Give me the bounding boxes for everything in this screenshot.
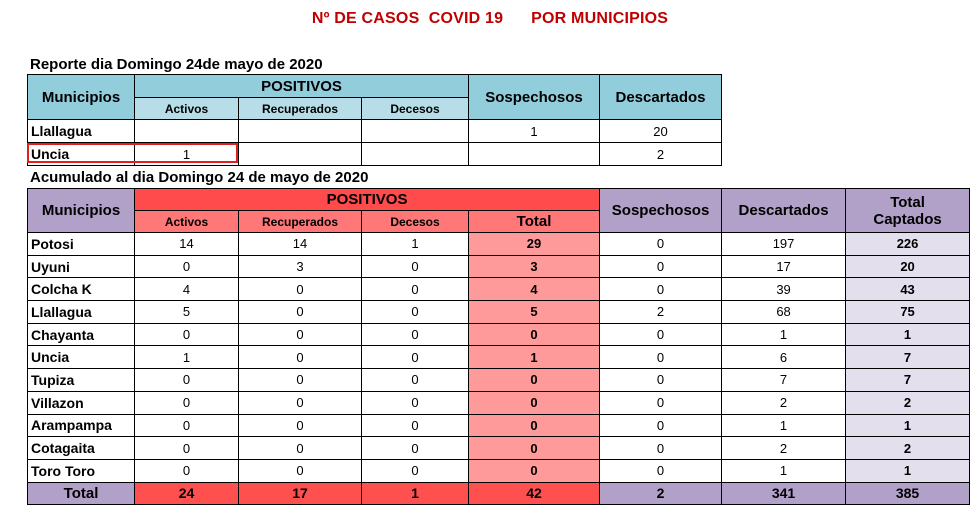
municipio-name: Potosi [28,233,135,256]
table-row [28,346,970,369]
descartados-cell: 68 [722,301,846,324]
header-descartados: Descartados [722,189,846,233]
report-title: Reporte dia Domingo 24de mayo de 2020 [30,56,323,73]
totals-descartados: 341 [722,482,846,504]
decesos-cell: 0 [362,323,469,346]
total-cell: 1 [469,346,600,369]
total-cell: 0 [469,437,600,460]
header-decesos: Decesos [362,211,469,233]
totals-captados: 385 [846,482,970,504]
cumulative-title: Acumulado al dia Domingo 24 de mayo de 2020 [30,169,369,186]
activos-cell: 14 [135,233,239,256]
totals-row [28,482,970,504]
decesos-cell: 0 [362,414,469,437]
recuperados-cell: 0 [239,278,362,301]
descartados-cell: 2 [722,391,846,414]
sospechosos-cell: 1 [469,120,600,143]
decesos-cell [362,143,469,166]
header-descartados: Descartados [600,75,722,120]
sospechosos-cell [469,143,600,166]
header-total-captados-line1: Total [890,193,925,211]
activos-cell: 0 [135,369,239,392]
table-row [28,301,970,324]
decesos-cell: 0 [362,369,469,392]
municipio-name: Villazon [28,391,135,414]
header-sospechosos: Sospechosos [469,75,600,120]
total-cell: 29 [469,233,600,256]
decesos-cell [362,120,469,143]
decesos-cell: 0 [362,437,469,460]
header-sospechosos: Sospechosos [600,189,722,233]
table-row [28,391,970,414]
decesos-cell: 1 [362,233,469,256]
sospechosos-cell: 0 [600,414,722,437]
recuperados-cell [239,120,362,143]
recuperados-cell [239,143,362,166]
activos-cell: 1 [135,346,239,369]
captados-cell: 1 [846,414,970,437]
decesos-cell: 0 [362,255,469,278]
totals-activos: 24 [135,482,239,504]
sospechosos-cell: 0 [600,391,722,414]
descartados-cell: 197 [722,233,846,256]
header-recuperados: Recuperados [239,98,362,120]
header-positivos: POSITIVOS [135,75,469,98]
recuperados-cell: 0 [239,346,362,369]
table-row [28,120,722,143]
municipio-name: Toro Toro [28,459,135,482]
table-row [28,369,970,392]
cumulative-table [27,188,970,505]
header-activos: Activos [135,98,239,120]
municipio-name: Tupiza [28,369,135,392]
captados-cell: 1 [846,323,970,346]
table-row [28,323,970,346]
totals-recuperados: 17 [239,482,362,504]
activos-cell: 0 [135,255,239,278]
table-row [28,255,970,278]
municipio-name: Uncia [28,143,135,166]
captados-cell: 226 [846,233,970,256]
decesos-cell: 0 [362,391,469,414]
captados-cell: 7 [846,369,970,392]
descartados-cell: 2 [722,437,846,460]
recuperados-cell: 0 [239,391,362,414]
recuperados-cell: 0 [239,323,362,346]
header-activos: Activos [135,211,239,233]
table-row [28,459,970,482]
decesos-cell: 0 [362,459,469,482]
sospechosos-cell: 0 [600,278,722,301]
total-cell: 0 [469,323,600,346]
sospechosos-cell: 0 [600,255,722,278]
recuperados-cell: 14 [239,233,362,256]
activos-cell: 1 [135,143,239,166]
captados-cell: 43 [846,278,970,301]
recuperados-cell: 0 [239,437,362,460]
decesos-cell: 0 [362,346,469,369]
header-recuperados: Recuperados [239,211,362,233]
activos-cell: 0 [135,414,239,437]
municipio-name: Colcha K [28,278,135,301]
municipio-name: Uyuni [28,255,135,278]
captados-cell: 20 [846,255,970,278]
captados-cell: 1 [846,459,970,482]
activos-cell: 0 [135,323,239,346]
sospechosos-cell: 0 [600,323,722,346]
recuperados-cell: 0 [239,301,362,324]
sospechosos-cell: 0 [600,437,722,460]
total-cell: 0 [469,369,600,392]
descartados-cell: 1 [722,323,846,346]
total-cell: 0 [469,459,600,482]
activos-cell: 5 [135,301,239,324]
descartados-cell: 17 [722,255,846,278]
total-cell: 3 [469,255,600,278]
recuperados-cell: 0 [239,369,362,392]
municipio-name: Arampampa [28,414,135,437]
sospechosos-cell: 0 [600,459,722,482]
sospechosos-cell: 0 [600,346,722,369]
captados-cell: 7 [846,346,970,369]
recuperados-cell: 0 [239,414,362,437]
activos-cell: 0 [135,437,239,460]
header-decesos: Decesos [362,98,469,120]
totals-decesos: 1 [362,482,469,504]
decesos-cell: 0 [362,278,469,301]
descartados-cell: 7 [722,369,846,392]
descartados-cell: 6 [722,346,846,369]
totals-total: 42 [469,482,600,504]
sospechosos-cell: 0 [600,233,722,256]
sospechosos-cell: 0 [600,369,722,392]
table-row [28,437,970,460]
total-cell: 0 [469,391,600,414]
captados-cell: 2 [846,391,970,414]
recuperados-cell: 0 [239,459,362,482]
uncia-highlight-box [27,143,238,163]
descartados-cell: 20 [600,120,722,143]
municipio-name: Uncia [28,346,135,369]
captados-cell: 75 [846,301,970,324]
table-row [28,278,970,301]
total-cell: 5 [469,301,600,324]
descartados-cell: 1 [722,414,846,437]
decesos-cell: 0 [362,301,469,324]
header-municipios: Municipios [28,75,135,120]
sospechosos-cell: 2 [600,301,722,324]
municipio-name: Cotagaita [28,437,135,460]
header-municipios: Municipios [28,189,135,233]
descartados-cell: 1 [722,459,846,482]
header-total: Total [469,211,600,233]
municipio-name: Llallagua [28,120,135,143]
municipio-name: Llallagua [28,301,135,324]
activos-cell: 0 [135,391,239,414]
recuperados-cell: 3 [239,255,362,278]
municipio-name: Chayanta [28,323,135,346]
activos-cell: 4 [135,278,239,301]
page-title: Nº DE CASOS COVID 19 POR MUNICIPIOS [311,10,669,27]
table-row [28,414,970,437]
header-total-captados-line2: Captados [873,210,942,228]
totals-sospechosos: 2 [600,482,722,504]
captados-cell: 2 [846,437,970,460]
table-row [28,233,970,256]
descartados-cell: 2 [600,143,722,166]
descartados-cell: 39 [722,278,846,301]
activos-cell [135,120,239,143]
activos-cell: 0 [135,459,239,482]
total-cell: 4 [469,278,600,301]
header-positivos: POSITIVOS [135,189,600,211]
totals-label: Total [28,482,135,504]
header-total-captados [846,189,970,233]
total-cell: 0 [469,414,600,437]
